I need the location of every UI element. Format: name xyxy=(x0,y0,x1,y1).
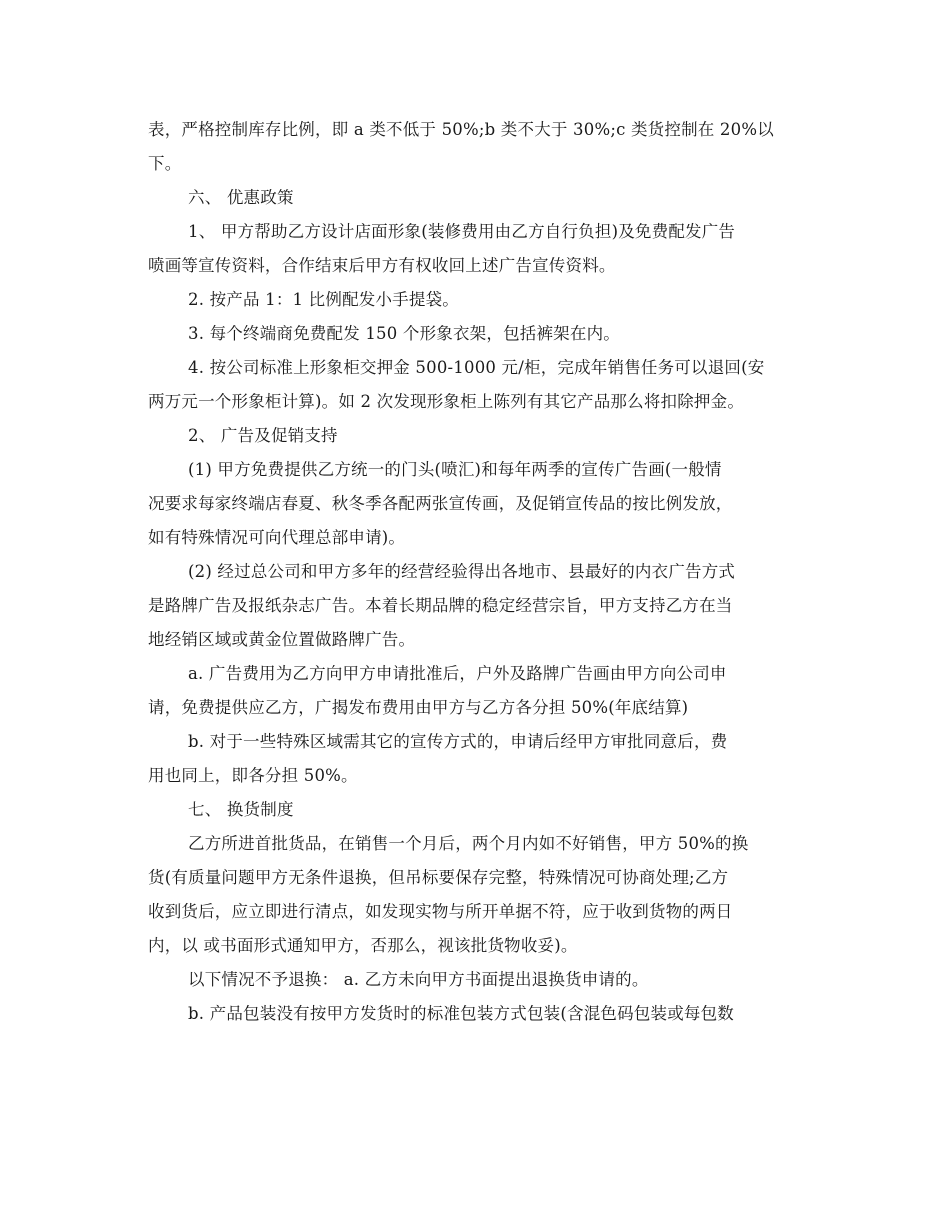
text-line: 下。 xyxy=(148,154,182,173)
text-line: 请，免费提供应乙方，广揭发布费用由甲方与乙方各分担 50%(年底结算) xyxy=(148,698,689,717)
paragraph xyxy=(148,725,808,793)
document-body xyxy=(148,113,808,1031)
text-line: 是路牌广告及报纸杂志广告。本着长期品牌的稳定经营宗旨，甲方支持乙方在当 xyxy=(148,596,733,615)
text-line: 用也同上，即各分担 50%。 xyxy=(148,766,358,785)
text-line: 1、 甲方帮助乙方设计店面形象(装修费用由乙方自行负担)及免费配发广告 xyxy=(188,222,736,241)
section-heading: 六、 优惠政策 xyxy=(188,188,294,207)
text-line: 如有特殊情况可向代理总部申请)。 xyxy=(148,528,406,547)
paragraph xyxy=(148,113,808,181)
section-heading: 2、 广告及促销支持 xyxy=(188,426,338,445)
text-line: 况要求每家终端店春夏、秋冬季各配两张宣传画，及促销宣传品的按比例发放， xyxy=(148,494,733,513)
paragraph xyxy=(148,453,808,555)
text-line: 4. 按公司标准上形象柜交押金 500-1000 元/柜，完成年销售任务可以退回(安 xyxy=(188,358,765,377)
text-line: b. 产品包装没有按甲方发货时的标准包装方式包装(含混色码包装或每包数 xyxy=(188,1004,734,1023)
text-line: a. 广告费用为乙方向甲方申请批准后，户外及路牌广告画由甲方向公司申 xyxy=(188,664,727,683)
paragraph xyxy=(148,997,808,1031)
paragraph xyxy=(148,317,808,351)
text-line: 货(有质量问题甲方无条件退换，但吊标要保存完整，特殊情况可协商处理;乙方 xyxy=(148,868,729,887)
text-line: 喷画等宣传资料，合作结束后甲方有权收回上述广告宣传资料。 xyxy=(148,256,616,275)
text-line: (1) 甲方免费提供乙方统一的门头(喷汇)和每年两季的宣传广告画(一般情 xyxy=(188,460,722,479)
section-heading: 七、 换货制度 xyxy=(188,800,294,819)
paragraph xyxy=(148,827,808,963)
paragraph xyxy=(148,657,808,725)
text-line: 地经销区域或黄金位置做路牌广告。 xyxy=(148,630,416,649)
text-line: 收到货后，应立即进行清点，如发现实物与所开单据不符，应于收到货物的两日 xyxy=(148,902,733,921)
text-line: 2. 按产品 1：1 比例配发小手提袋。 xyxy=(188,290,459,309)
text-line: (2) 经过总公司和甲方多年的经营经验得出各地市、县最好的内衣广告方式 xyxy=(188,562,736,581)
text-line: 以下情况不予退换： a. 乙方未向甲方书面提出退换货申请的。 xyxy=(188,970,649,989)
paragraph xyxy=(148,283,808,317)
text-line: 内，以 或书面形式通知甲方，否那么，视该批货物收妥)。 xyxy=(148,936,578,955)
paragraph xyxy=(148,963,808,997)
paragraph xyxy=(148,351,808,419)
text-line: 3. 每个终端商免费配发 150 个形象衣架，包括裤架在内。 xyxy=(188,324,620,343)
text-line: b. 对于一些特殊区域需其它的宣传方式的，申请后经甲方审批同意后，费 xyxy=(188,732,728,751)
text-line: 表，严格控制库存比例，即 a 类不低于 50%;b 类不大于 30%;c 类货控制在 20%以 xyxy=(148,120,774,139)
paragraph xyxy=(148,215,808,283)
text-line: 乙方所进首批货品，在销售一个月后，两个月内如不好销售，甲方 50%的换 xyxy=(188,834,749,853)
paragraph xyxy=(148,555,808,657)
text-line: 两万元一个形象柜计算)。如 2 次发现形象柜上陈列有其它产品那么将扣除押金。 xyxy=(148,392,745,411)
